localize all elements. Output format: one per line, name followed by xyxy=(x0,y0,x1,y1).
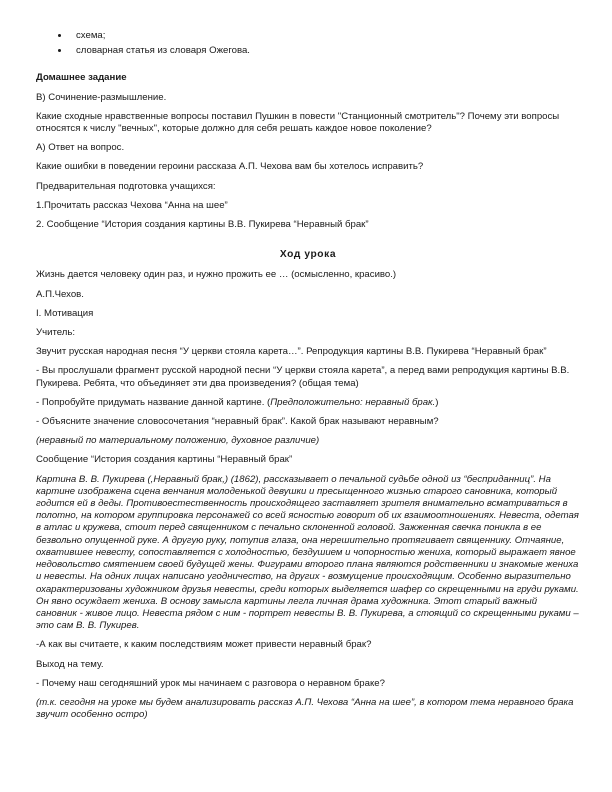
list-item: • схема; xyxy=(70,30,580,42)
paragraph-question-2 xyxy=(36,397,580,409)
homework-a-label: А) Ответ на вопрос. xyxy=(36,142,125,154)
prep-heading: Предварительная подготовка учащихся: xyxy=(36,180,216,192)
paragraph-question-3: - Объясните значение словосочетания “неравный брак”. Какой брак называют неравным? xyxy=(36,416,439,428)
paragraph-answer-5: (т.к. сегодня на уроке мы будем анализировать рассказ А.П. Чехова “Анна на шее”, в котором тема неравного брака звучит особенно остро) xyxy=(36,696,574,721)
teacher-label: Учитель: xyxy=(36,327,76,339)
list-item: • словарная статья из словаря Ожегова. xyxy=(70,45,580,57)
paragraph-answer-3: (неравный по материальному положению, духовное различие) xyxy=(36,435,320,447)
paragraph-question-4: -А как вы считаете, к каким последствиям может привести неравный брак? xyxy=(36,639,372,651)
materials-list xyxy=(36,30,580,57)
topic-heading: Выход на тему. xyxy=(36,658,104,670)
paragraph-question-5: - Почему наш сегодняшний урок мы начинаем с разговора о неравном браке? xyxy=(36,677,385,689)
homework-a-text: Какие ошибки в поведении героини рассказа А.П. Чехова вам бы хотелось исправить? xyxy=(36,161,424,173)
homework-b-text: Какие сходные нравственные вопросы поставил Пушкин в повести "Станционный смотритель"? Почему эти вопросы относятся к числу "вечных", которые должно для себя решать каждое новое поколение? xyxy=(36,110,560,135)
paragraph-question-1: - Вы прослушали фрагмент русской народной песни “У церкви стояла карета”, а перед вами репродукция картины В.В. Пукирева. Ребята, что объединяет эти два произведения? (общая тема) xyxy=(36,365,570,389)
question-answer: Предположительно: неравный брак. xyxy=(270,396,436,408)
report-heading: Сообщение “История создания картины “Неравный брак” xyxy=(36,454,293,466)
homework-b-label: В) Сочинение-размышление. xyxy=(36,91,167,103)
question-text: - Попробуйте придумать название данной картине. ( xyxy=(36,396,271,408)
epigraph: Жизнь дается человеку один раз, и нужно прожить ее … (осмысленно, красиво.) xyxy=(36,269,397,281)
epigraph-author: А.П.Чехов. xyxy=(36,288,84,300)
lesson-title: Ход урока xyxy=(279,249,337,261)
document-page xyxy=(36,30,580,728)
motivation-heading: I. Мотивация xyxy=(36,307,94,319)
report-text: Картина В. В. Пукирева (,Неравный брак,) (1862), рассказывает о печальной судьбе одной из “бесприданниц”. На картине изображена сцена венчания молоденькой девушки и пресыщенного жизнью старого сановника, который годится ей в деды. Противоестественность происходящего заставляет зрителя внимательно всматриваться в полотно, на котором группировка персонажей со всей ясностью говорит об их взаимоотношениях. Невеста, одетая в атлас и кружева, стоит перед священником с печально склоненной головой. Зажженная свечка поникла в ее безвольно опущенной руке. А другую руку, потупив глаза, она нерешительно протягивает священнику. Отчаяние, охватившее невесту, сопоставляется с холодностью, бездушием и чопорностью жениха, который выражает явное недовольство смятением своей будущей жены. Фигурами второго плана являются родственники и знакомые жениха и невесты. На одних лицах написано угодничество, на других - возмущение происходящим. Особенно выразительно охарактеризованы художником друзья невесты, среди которых выделяется шафер со скрещенными на груди руками. Он явно осуждает жениха. В основу замысла картины легла личная драма художника. Этот старый важный сановник - живое лицо. Невеста рядом с ним - портрет невесты В. В. Пукирева, а стоящий со скрещенными руками – это сам В. В. Пукирев. xyxy=(36,473,579,632)
paragraph-song: Звучит русская народная песня “У церкви стояла карета…”. Репродукция картины В.В. Пукирева “Неравный брак” xyxy=(36,346,547,358)
prep-item-2: 2. Сообщение “История создания картины В.В. Пукирева “Неравный брак” xyxy=(36,219,369,231)
homework-heading: Домашнее задание xyxy=(36,72,127,84)
prep-item-1: 1.Прочитать рассказ Чехова “Анна на шее” xyxy=(36,199,228,211)
question-close: ) xyxy=(435,396,439,408)
